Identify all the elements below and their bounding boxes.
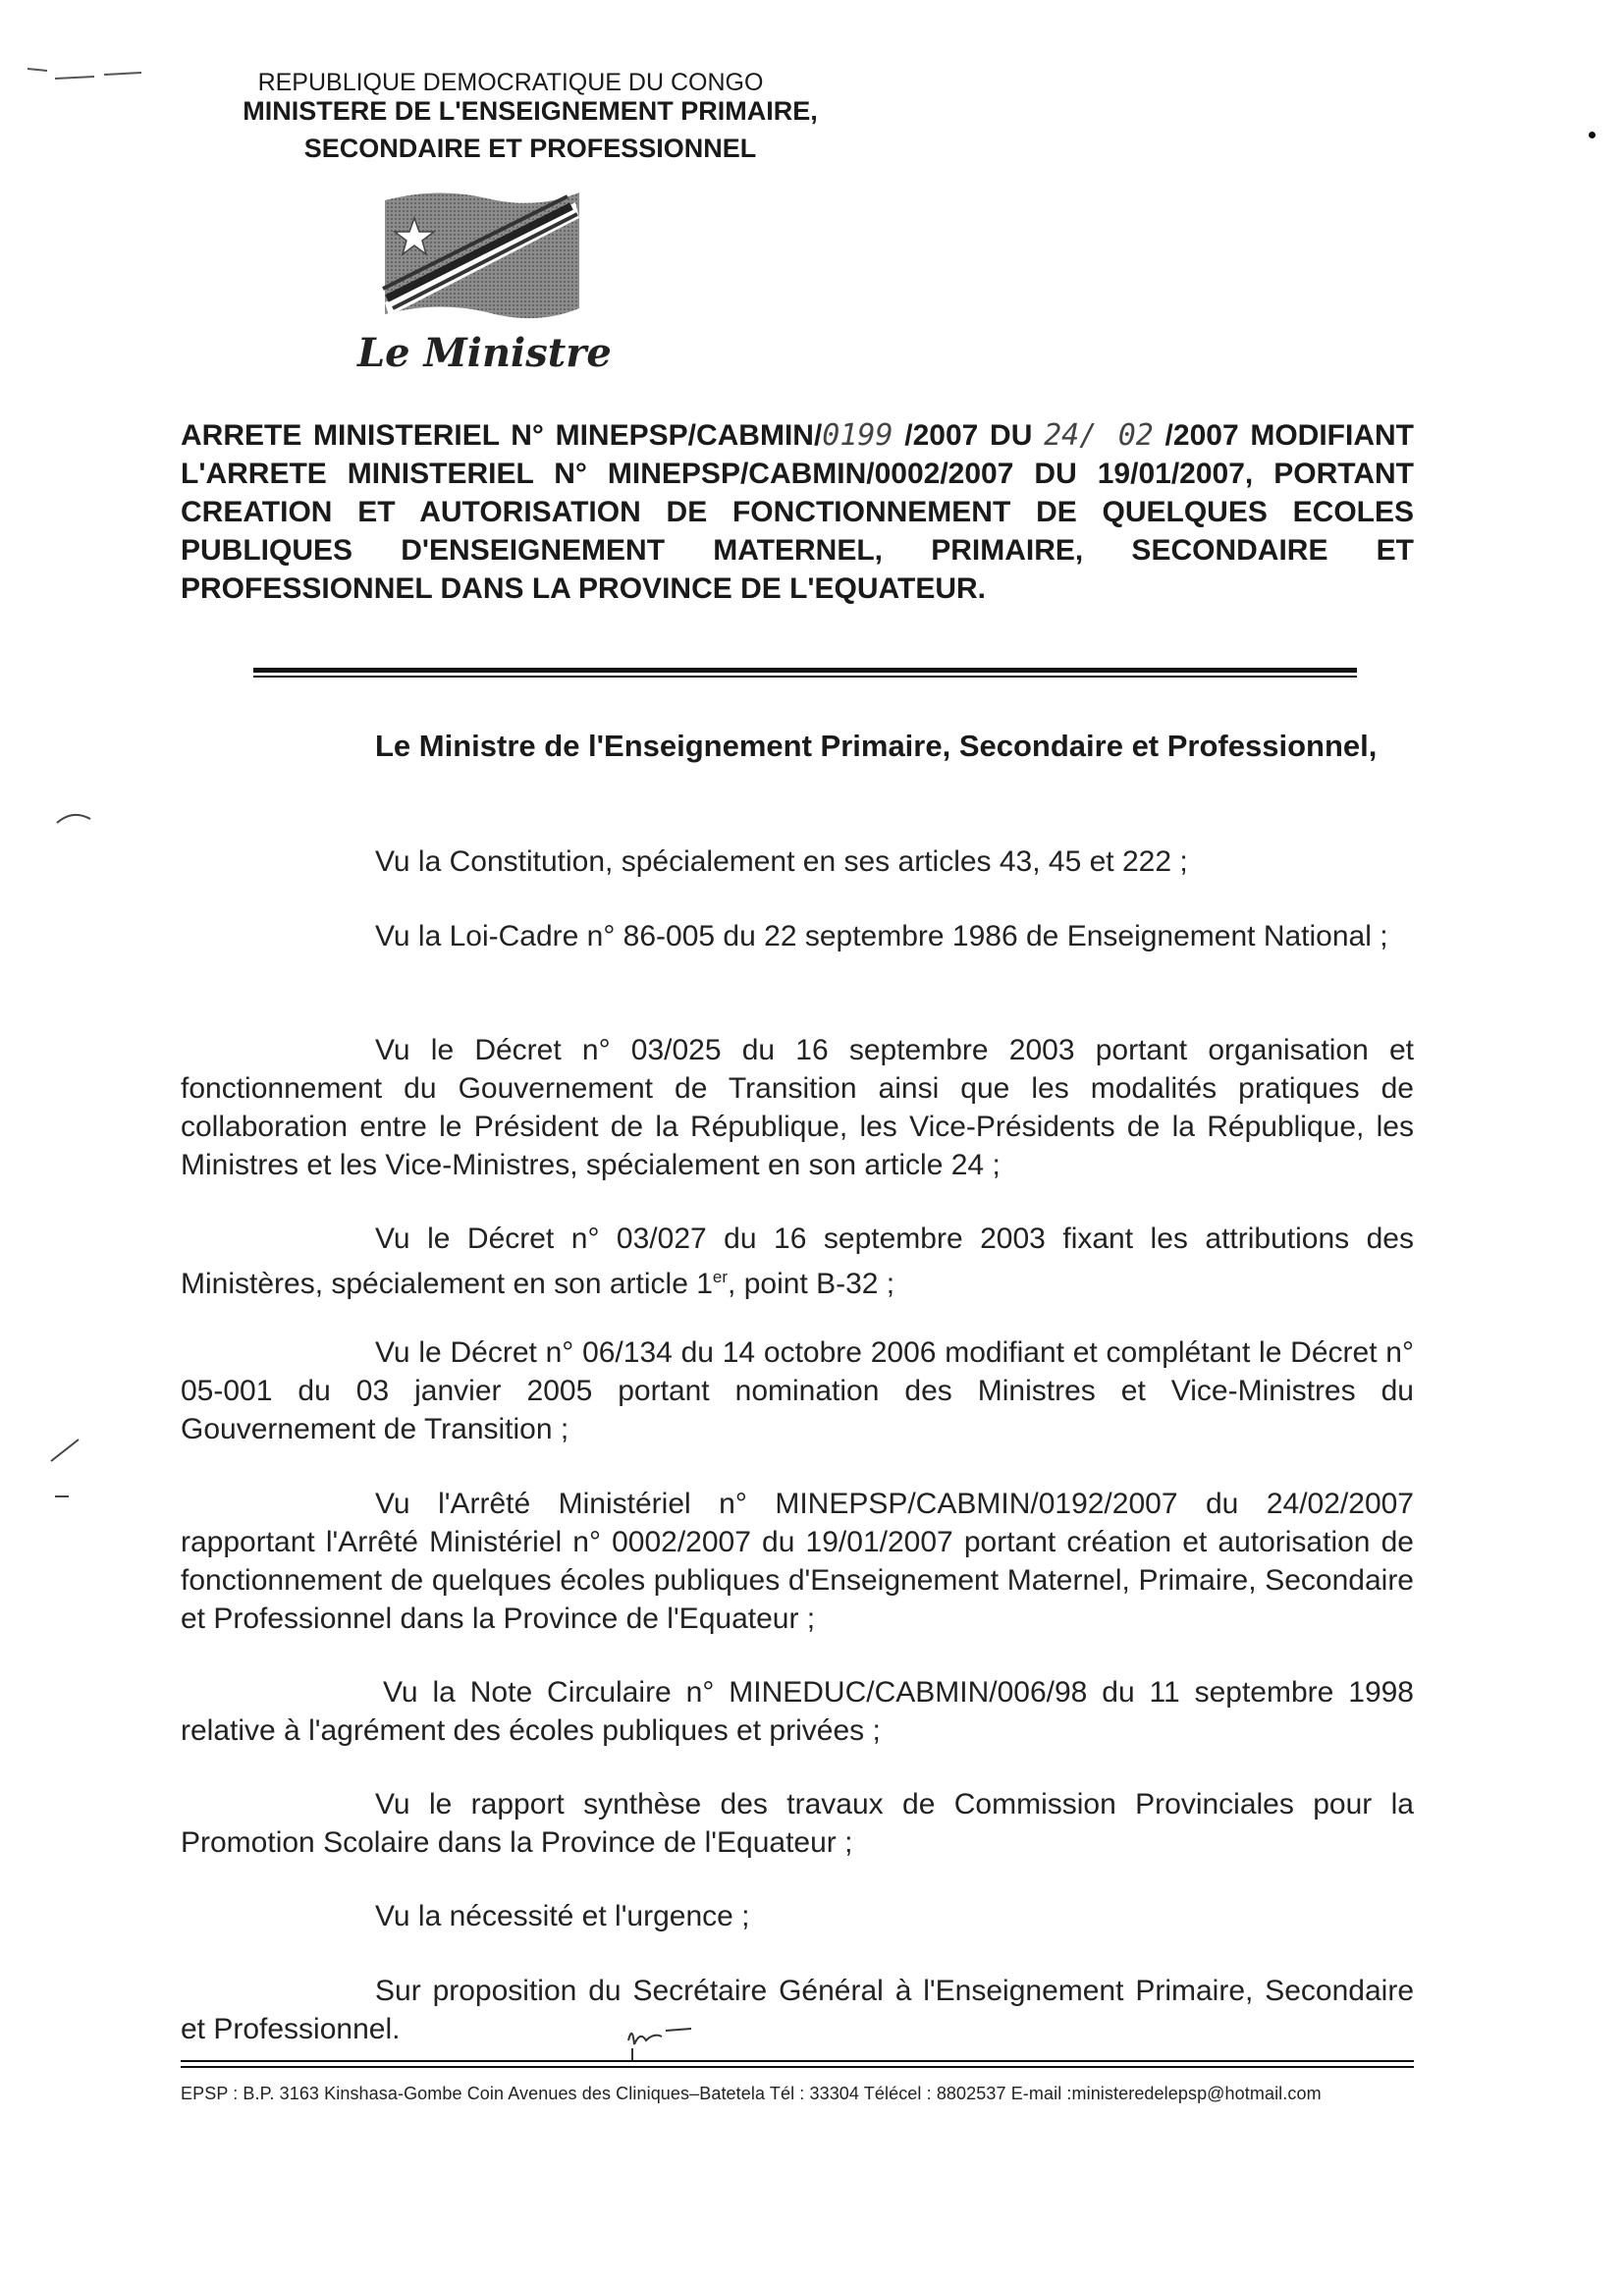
margin-mark xyxy=(49,1436,88,1465)
consideration-8: Vu le rapport synthèse des travaux de Commission Provinciales pour la Promotion Scolaire dans la Province de l'Equateur ; xyxy=(181,1788,1414,1859)
title-divider-thin xyxy=(253,676,1357,678)
consideration-1: Vu la Constitution, spécialement en ses articles 43, 45 et 222 ; xyxy=(375,845,1188,878)
title-divider xyxy=(253,668,1357,673)
decree-title-suffix: /2007 MODIFIANT L'ARRETE MINISTERIEL N° MINEPSP/CABMIN/0002/2007 DU 19/01/2007, PORTANT CREATION ET AUTORISATION DE FONCTIONNEMENT DE QUELQUES ECOLES PUBLIQUES D'ENSEIGNEMENT MATERNEL, PRIMAIRE, SECONDAIRE ET PROFESSIONNEL DANS LA PROVINCE DE L'EQUATEUR. xyxy=(181,419,1414,605)
consideration-10: Sur proposition du Secrétaire Général à l'Enseignement Primaire, Secondaire et Professionnel. xyxy=(181,1975,1414,2045)
footer-divider xyxy=(181,2060,1414,2062)
handwritten-decree-number: 0199 xyxy=(822,418,893,453)
handwritten-decree-date: 24/ 02 xyxy=(1044,418,1154,453)
consideration-4: Vu le Décret n° 03/027 du 16 septembre 2003 fixant les attributions des Ministères, spécialement en son article 1er, point B-32 ; xyxy=(181,1222,1414,1300)
footer-divider-thin xyxy=(181,2066,1414,2068)
minister-intro: Le Ministre de l'Enseignement Primaire, Secondaire et Professionnel, xyxy=(375,729,1378,763)
consideration-6: Vu l'Arrêté Ministériel n° MINEPSP/CABMIN/0192/2007 du 24/02/2007 rapportant l'Arrêté Ministériel n° 0002/2007 du 19/01/2007 portant création et autorisation de fonctionnement de quelques écoles publiques d'Enseignement Maternel, Primaire, Secondaire et Professionnel dans la Province de l'Equateur ; xyxy=(181,1488,1414,1635)
minister-label: Le Ministre xyxy=(357,330,612,376)
margin-mark xyxy=(55,807,94,827)
consideration-2: Vu la Loi-Cadre n° 86-005 du 22 septembre 1986 de Enseignement National ; xyxy=(375,920,1388,952)
consideration-7: Vu la Note Circulaire n° MINEDUC/CABMIN/006/98 du 11 septembre 1998 relative à l'agrément des écoles publiques et privées ; xyxy=(181,1676,1414,1747)
decree-title-prefix: ARRETE MINISTERIEL N° MINEPSP/CABMIN/ xyxy=(181,419,823,452)
country-name: REPUBLIQUE DEMOCRATIQUE DU CONGO xyxy=(257,69,764,96)
ministry-name-line1: MINISTERE DE L'ENSEIGNEMENT PRIMAIRE, xyxy=(243,96,818,126)
scan-dot xyxy=(1589,132,1596,138)
ministry-name-line2: SECONDAIRE ET PROFESSIONNEL xyxy=(303,134,757,163)
footer-contact: EPSP : B.P. 3163 Kinshasa-Gombe Coin Avenues des Cliniques–Batetela Tél : 33304 Télécel : 8802537 E-mail :ministeredelepsp@hotmail.com xyxy=(181,2084,1322,2103)
drc-flag-emblem xyxy=(379,183,585,326)
handwritten-initials xyxy=(623,2011,701,2060)
scan-mark xyxy=(26,63,163,92)
decree-title xyxy=(181,416,1414,608)
consideration-5: Vu le Décret n° 06/134 du 14 octobre 2006 modifiant et complétant le Décret n° 05-001 du 03 janvier 2005 portant nomination des Ministres et Vice-Ministres du Gouvernement de Transition ; xyxy=(181,1336,1414,1445)
decree-title-mid: /2007 DU xyxy=(893,419,1045,452)
consideration-3: Vu le Décret n° 03/025 du 16 septembre 2003 portant organisation et fonctionnement du Gouvernement de Transition ainsi que les modalités pratiques de collaboration entre le Président de la République, les Vice-Présidents de la République, les Ministres et les Vice-Ministres, spécialement en son article 24 ; xyxy=(181,1034,1414,1181)
consideration-9: Vu la nécessité et l'urgence ; xyxy=(375,1900,750,1932)
margin-mark xyxy=(53,1493,73,1502)
